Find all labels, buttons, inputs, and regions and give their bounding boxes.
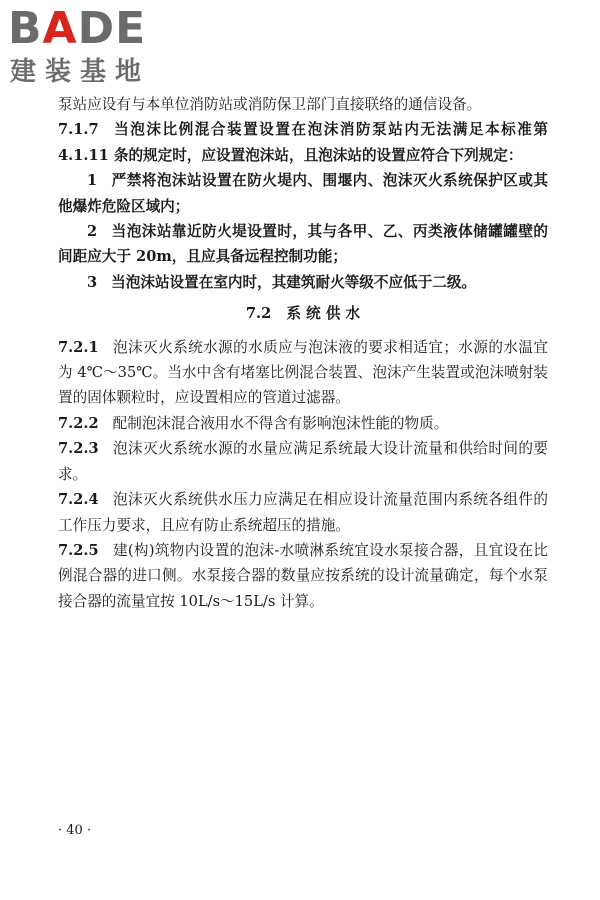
clause-7-1-7-item-2: 2 当泡沫站靠近防火堤设置时，其与各甲、乙、丙类液体储罐罐壁的间距应大于 20m，且应具备远程控制功能； — [58, 223, 548, 266]
page-number: · 40 · — [58, 823, 92, 838]
continued-paragraph: 泵站应设有与本单位消防站或消防保卫部门直接联络的通信设备。 — [58, 96, 482, 113]
brand-logo — [8, 3, 178, 88]
logo-subtitle: 建装基地 — [10, 57, 151, 87]
clause-7-1-7-item-1: 1 严禁将泡沫站设置在防火堤内、围堰内、泡沫灭火系统保护区或其他爆炸危险区域内； — [58, 172, 548, 215]
section-heading: 7.2 系 统 供 水 — [245, 305, 361, 323]
clause-7-2-5: 7.2.5 建(构)筑物内设置的泡沫-水喷淋系统宜设水泵接合器，且宜设在比例混合器的进口侧。水泵接合器的数量应按系统的设计流量确定，每个水泵接合器的流量宜按 10L/s～15L/s 计算。 — [58, 541, 548, 610]
clause-7-2-1: 7.2.1 泡沫灭火系统水源的水质应与泡沫液的要求相适宜；水源的水温宜为 4℃～35℃。当水中含有堵塞比例混合装置、泡沫产生装置或泡沫喷射装置的固体颗粒时，应设置相应的管道过滤器。 — [58, 338, 548, 407]
clause-7-2-4: 7.2.4 泡沫灭火系统供水压力应满足在相应设计流量范围内系统各组件的工作压力要求，且应有防止系统超压的措施。 — [58, 491, 548, 534]
clause-7-2-3: 7.2.3 泡沫灭火系统水源的水量应满足系统最大设计流量和供给时间的要求。 — [58, 440, 548, 483]
clause-7-1-7-item-3: 3 当泡沫站设置在室内时，其建筑耐火等级不应低于二级。 — [87, 273, 477, 291]
document-body — [58, 92, 548, 614]
clause-7-1-7: 7.1.7 当泡沫比例混合装置设置在泡沫消防泵站内无法满足本标准第 4.1.11 条的规定时，应设置泡沫站，且泡沫站的设置应符合下列规定： — [58, 121, 548, 164]
logo-wordmark: BADE — [8, 3, 147, 54]
clause-7-2-2: 7.2.2 配制泡沫混合液用水不得含有影响泡沫性能的物质。 — [58, 414, 449, 432]
